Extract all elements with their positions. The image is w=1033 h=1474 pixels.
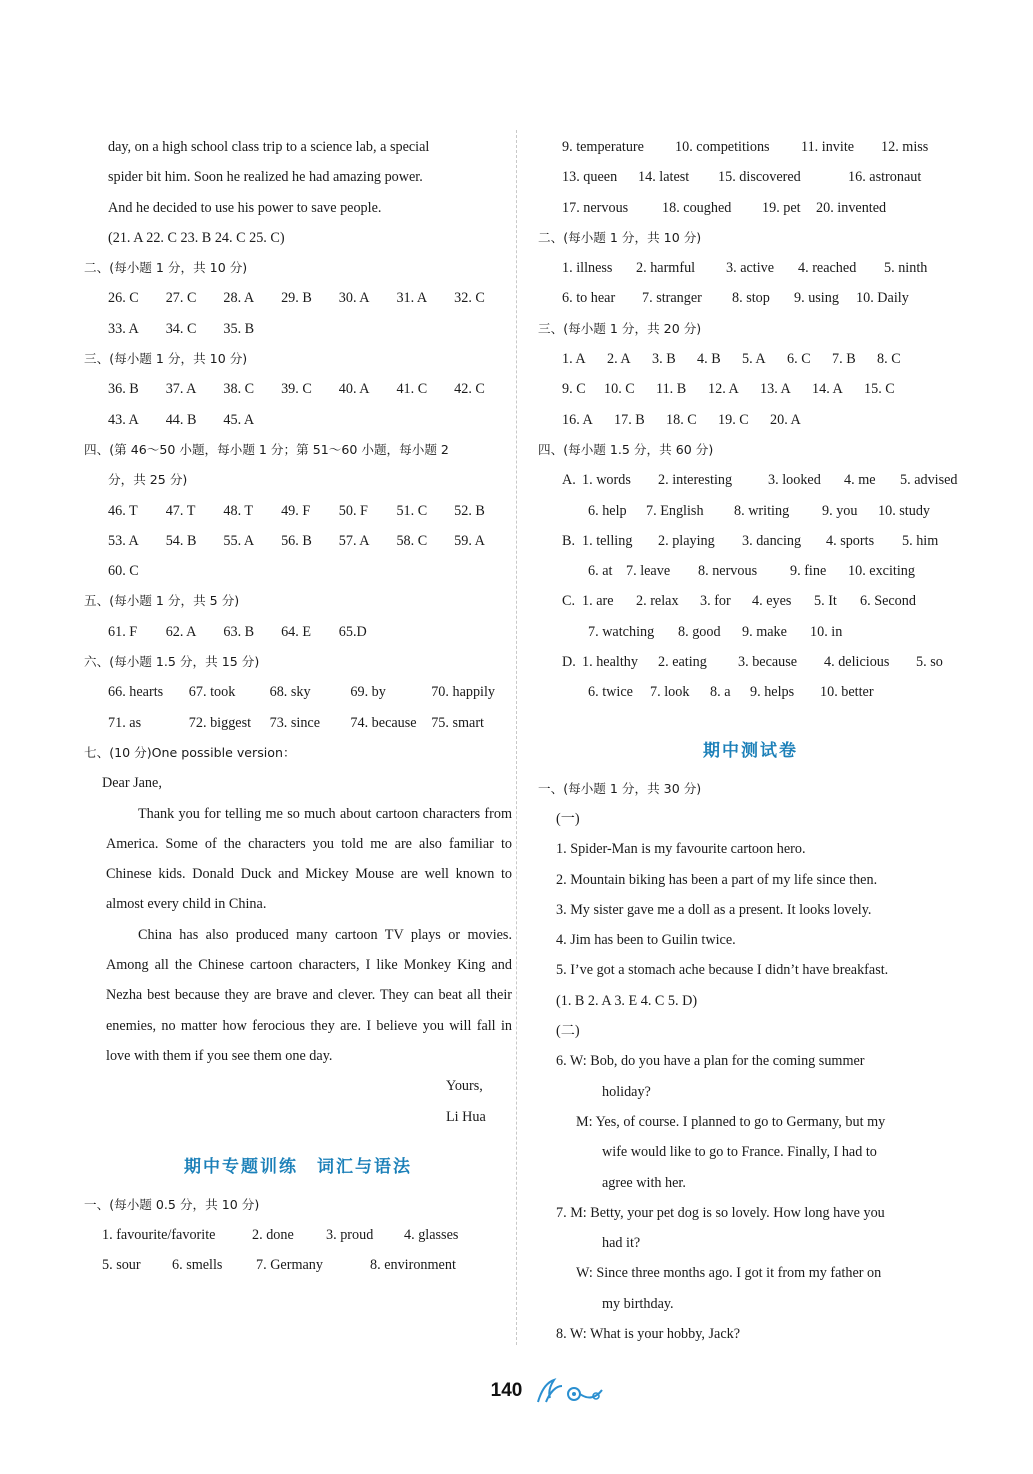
- answer-item: 66. hearts: [108, 684, 164, 701]
- section-heading: 期中测试卷: [703, 740, 798, 761]
- answer-item: 62. A: [165, 623, 197, 640]
- answer-row: [84, 405, 512, 435]
- answer-item: 53. A: [108, 532, 139, 549]
- answer-item: 9. helps: [750, 684, 795, 701]
- answer-item: A.: [562, 472, 576, 489]
- dialog-line: agree with her.: [602, 1174, 686, 1191]
- answer-item: 13. A: [760, 381, 791, 398]
- answer-item: 65.D: [338, 623, 367, 640]
- answer-item: 47. T: [165, 502, 196, 519]
- answer-item: 10. C: [604, 381, 635, 398]
- answer-row: [84, 617, 512, 647]
- answer-item: 15. discovered: [718, 169, 801, 186]
- answer-item: 20. invented: [816, 199, 887, 216]
- answer-item: 1. favourite/favorite: [102, 1227, 216, 1244]
- answer-row: [84, 1220, 512, 1250]
- answer-item: 3. proud: [326, 1227, 374, 1244]
- answer-item: 6. help: [588, 502, 627, 519]
- answer-item: 7. stranger: [642, 290, 702, 307]
- answer-row: [84, 1250, 512, 1280]
- answer-item: 72. biggest: [188, 714, 252, 731]
- letter-paragraph: Thank you for telling me so much about cartoon characters from America. Some of the characters you told me are also familiar to Chinese kids. Donald Duck and Mickey Mouse are well known to almost every child in China.: [106, 805, 512, 913]
- answer-item: 45. A: [223, 411, 255, 428]
- answer-item: 5. It: [814, 593, 837, 610]
- right-column: [538, 132, 963, 1349]
- answer-item: 6. at: [588, 563, 613, 580]
- answer-row: [538, 496, 963, 526]
- answer-row: [538, 162, 963, 192]
- answer-item: 14. latest: [638, 169, 690, 186]
- answer-item: 6. Second: [860, 593, 916, 610]
- answer-item: 35. B: [223, 320, 255, 337]
- answer-sentence: 3. My sister gave me a doll as a present. It looks lovely.: [556, 901, 872, 918]
- section-title: 三、(每小题 1 分，共 10 分): [84, 351, 248, 367]
- answer-row: [84, 283, 512, 313]
- answer-item: 63. B: [223, 623, 255, 640]
- letter-paragraph: China has also produced many cartoon TV plays or movies. Among all the Chinese cartoon characters, I like Monkey King and Nezha best because they are brave and clever. They can beat all their enemies, no matter how ferocious they are. I believe you will fall in love with them if you see them one day.: [106, 926, 512, 1064]
- answer-item: 4. eyes: [752, 593, 792, 610]
- section-title-cont: 分，共 25 分): [108, 472, 188, 488]
- answer-item: 9. make: [742, 623, 787, 640]
- answer-item: 57. A: [338, 532, 370, 549]
- answer-item: 2. playing: [658, 532, 715, 549]
- answer-item: 5. so: [916, 654, 943, 671]
- dialog-line: 8. W: What is your hobby, Jack?: [556, 1325, 741, 1342]
- answer-item: 27. C: [165, 290, 197, 307]
- answer-key: (1. B 2. A 3. E 4. C 5. D): [556, 992, 698, 1009]
- answer-item: 59. A: [454, 532, 485, 549]
- answer-item: 3. active: [726, 260, 775, 277]
- answer-item: 17. B: [614, 411, 645, 428]
- answer-item: 2. harmful: [636, 260, 696, 277]
- answer-item: 31. A: [396, 290, 428, 307]
- answer-item: 5. ninth: [884, 260, 928, 277]
- answer-row: [538, 193, 963, 223]
- section-title: 七、(10 分)One possible version：: [84, 744, 296, 760]
- answer-row: [84, 496, 512, 526]
- answer-item: C.: [562, 593, 576, 610]
- answer-row: [84, 708, 512, 738]
- answer-item: 10. exciting: [848, 563, 915, 580]
- answer-item: 51. C: [396, 502, 428, 519]
- answer-item: 61. F: [108, 623, 138, 640]
- answer-item: 6. to hear: [562, 290, 616, 307]
- answer-item: 43. A: [108, 411, 139, 428]
- answer-item: 8. environment: [370, 1257, 456, 1274]
- answer-item: 55. A: [223, 532, 255, 549]
- story-line: spider bit him. Soon he realized he had amazing power.: [108, 169, 423, 186]
- story-line: And he decided to use his power to save people.: [108, 199, 382, 216]
- answer-row: [538, 405, 963, 435]
- answer-item: 41. C: [396, 381, 428, 398]
- answer-item: 9. you: [822, 502, 858, 519]
- answer-item: 64. E: [281, 623, 312, 640]
- answer-item: 29. B: [281, 290, 312, 307]
- answer-item: 7. watching: [588, 623, 655, 640]
- dialog-line: holiday?: [602, 1083, 651, 1100]
- answer-item: 19. pet: [762, 199, 801, 216]
- answer-row: [538, 677, 963, 707]
- section-title: 二、(每小题 1 分，共 10 分): [84, 260, 248, 276]
- dialog-line: M: Yes, of course. I planned to go to Germany, but my: [576, 1113, 886, 1130]
- answer-item: 9. fine: [790, 563, 827, 580]
- answer-item: 20. A: [770, 411, 801, 428]
- answer-item: 49. F: [281, 502, 311, 519]
- answer-row: [538, 526, 963, 556]
- answer-row: [538, 374, 963, 404]
- answer-item: 30. A: [338, 290, 370, 307]
- answer-item: 4. B: [697, 351, 721, 368]
- story-line: day, on a high school class trip to a science lab, a special: [108, 139, 430, 155]
- answer-item: 4. sports: [826, 532, 875, 549]
- section-title: 四、(第 46～50 小题，每小题 1 分；第 51～60 小题，每小题 2: [84, 441, 449, 457]
- answer-item: 5. him: [902, 532, 939, 549]
- left-column: [84, 132, 512, 1281]
- answer-row: [538, 617, 963, 647]
- swirl-ornament-icon: [532, 1376, 608, 1406]
- dialog-line: had it?: [602, 1235, 641, 1252]
- answer-item: 10. study: [878, 502, 931, 519]
- answer-sentence: 4. Jim has been to Guilin twice.: [556, 932, 736, 949]
- answer-item: 69. by: [350, 684, 386, 701]
- answer-item: 56. B: [281, 532, 312, 549]
- answer-row: [538, 132, 963, 162]
- answer-item: 70. happily: [431, 684, 496, 701]
- answer-item: 9. C: [562, 381, 586, 398]
- answer-item: 19. C: [718, 411, 749, 428]
- answer-item: 11. invite: [801, 139, 855, 155]
- answer-item: 16. A: [562, 411, 593, 428]
- answer-item: 26. C: [108, 290, 139, 307]
- sub-section: (一): [556, 810, 580, 827]
- answer-item: 42. C: [454, 381, 485, 398]
- answer-item: 8. a: [710, 684, 731, 701]
- section-title: 三、(每小题 1 分，共 20 分): [538, 320, 702, 336]
- answer-item: 9. temperature: [562, 139, 644, 155]
- dialog-line: my birthday.: [602, 1295, 674, 1312]
- answer-item: 2. A: [607, 351, 631, 368]
- answer-item: 8. C: [877, 351, 901, 368]
- answer-item: 1. are: [582, 593, 614, 610]
- answer-row: [84, 556, 512, 586]
- answer-item: 52. B: [454, 502, 485, 519]
- dialog-line: 6. W: Bob, do you have a plan for the coming summer: [556, 1053, 865, 1070]
- answer-item: 1. telling: [582, 532, 633, 549]
- answer-row: [538, 586, 963, 616]
- letter-signature: Li Hua: [446, 1108, 486, 1125]
- answer-item: 14. A: [812, 381, 843, 398]
- page-number: 140: [490, 1380, 523, 1401]
- answer-row: [84, 526, 512, 556]
- answer-item: 3. for: [700, 593, 731, 610]
- answer-item: 7. B: [832, 351, 856, 368]
- letter-closing: Yours,: [446, 1078, 483, 1095]
- answer-item: 73. since: [269, 714, 321, 731]
- answer-row: [84, 374, 512, 404]
- answer-item: 74. because: [350, 714, 417, 731]
- answer-row: [84, 677, 512, 707]
- answer-item: 6. twice: [588, 684, 633, 701]
- answer-item: 7. Germany: [256, 1257, 323, 1274]
- answer-item: 28. A: [223, 290, 255, 307]
- answer-item: 11. B: [656, 381, 687, 398]
- answer-item: 1. words: [582, 472, 631, 489]
- answer-item: 54. B: [165, 532, 197, 549]
- answer-item: 16. astronaut: [848, 169, 922, 186]
- answer-item: 39. C: [281, 381, 312, 398]
- answer-item: 17. nervous: [562, 199, 629, 216]
- answer-item: 4. reached: [798, 260, 857, 277]
- answer-item: 46. T: [108, 502, 138, 519]
- section-title: 一、(每小题 0.5 分，共 10 分): [84, 1196, 260, 1212]
- answer-item: 1. healthy: [582, 654, 638, 671]
- answer-item: 8. writing: [734, 502, 790, 519]
- answer-item: 5. sour: [102, 1257, 141, 1274]
- answer-item: 4. delicious: [824, 654, 890, 671]
- dialog-line: 7. M: Betty, your pet dog is so lovely. How long have you: [556, 1204, 885, 1221]
- answer-row: [538, 465, 963, 495]
- answer-item: 75. smart: [431, 714, 484, 731]
- section-title: 六、(每小题 1.5 分，共 15 分): [84, 654, 260, 670]
- answer-item: 34. C: [165, 320, 197, 337]
- answer-item: 2. done: [252, 1227, 294, 1244]
- answer-item: 2. eating: [658, 654, 707, 671]
- answer-item: 5. A: [742, 351, 766, 368]
- answer-item: 13. queen: [562, 169, 618, 186]
- answer-item: 2. interesting: [658, 472, 733, 489]
- section-title: 一、(每小题 1 分，共 30 分): [538, 780, 702, 796]
- answer-item: B.: [562, 532, 576, 549]
- answer-item: 1. illness: [562, 260, 613, 277]
- answer-row: [538, 283, 963, 313]
- sub-section: (二): [556, 1023, 580, 1040]
- answer-item: 50. F: [338, 502, 368, 519]
- column-divider: [516, 130, 517, 1345]
- answer-item: 2. relax: [636, 593, 679, 610]
- answer-item: 68. sky: [269, 684, 311, 701]
- section-title: 四、(每小题 1.5 分，共 60 分): [538, 441, 714, 457]
- answer-item: 4. glasses: [404, 1227, 459, 1244]
- dialog-line: W: Since three months ago. I got it from my father on: [576, 1265, 882, 1282]
- answer-item: 1. A: [562, 351, 586, 368]
- answer-item: 10. in: [810, 623, 843, 640]
- answer-item: 5. advised: [900, 472, 958, 489]
- answer-item: 44. B: [165, 411, 197, 428]
- section-title: 五、(每小题 1 分，共 5 分): [84, 593, 240, 609]
- answer-item: 18. coughed: [662, 199, 732, 216]
- answer-item: 58. C: [396, 532, 428, 549]
- answer-item: 38. C: [223, 381, 255, 398]
- answer-item: 33. A: [108, 320, 139, 337]
- answer-item: 48. T: [223, 502, 254, 519]
- section-title: 二、(每小题 1 分，共 10 分): [538, 229, 702, 245]
- answer-item: 12. A: [708, 381, 739, 398]
- section-heading: 期中专题训练 词汇与语法: [184, 1156, 412, 1177]
- answer-item: 32. C: [454, 290, 485, 307]
- answer-item: 10. better: [820, 684, 874, 701]
- answer-item: 7. English: [646, 502, 704, 519]
- answer-item: 36. B: [108, 381, 139, 398]
- answer-row: [538, 556, 963, 586]
- answer-item: 6. smells: [172, 1257, 223, 1274]
- answer-item: 12. miss: [881, 139, 929, 155]
- answer-item: 6. C: [787, 351, 811, 368]
- answer-row: [538, 253, 963, 283]
- answer-item: 8. nervous: [698, 563, 758, 580]
- answer-sentence: 1. Spider-Man is my favourite cartoon hero.: [556, 841, 806, 858]
- answer-item: 40. A: [338, 381, 370, 398]
- answer-item: 67. took: [188, 684, 236, 701]
- answer-item: 10. Daily: [856, 290, 909, 307]
- answer-item: 3. because: [738, 654, 798, 671]
- answer-item: 18. C: [666, 411, 697, 428]
- answer-item: 8. good: [678, 623, 721, 640]
- answer-item: 3. B: [652, 351, 676, 368]
- answer-item: 10. competitions: [675, 139, 770, 155]
- answer-item: 37. A: [165, 381, 197, 398]
- answer-item: 3. looked: [768, 472, 821, 489]
- answer-item: 4. me: [844, 472, 876, 489]
- answer-sentence: 2. Mountain biking has been a part of my life since then.: [556, 871, 878, 888]
- answer-row: [538, 344, 963, 374]
- story-answers: (21. A 22. C 23. B 24. C 25. C): [108, 229, 285, 246]
- answer-item: 7. leave: [626, 563, 671, 580]
- dialog-line: wife would like to go to France. Finally, I had to: [602, 1144, 877, 1161]
- answer-item: 71. as: [108, 714, 142, 731]
- answer-item: 8. stop: [732, 290, 770, 307]
- answer-item: 7. look: [650, 684, 690, 701]
- answer-item: 3. dancing: [742, 532, 802, 549]
- answer-row: [538, 647, 963, 677]
- letter-greeting: Dear Jane,: [102, 775, 162, 792]
- answer-item: 15. C: [864, 381, 895, 398]
- answer-sentence: 5. I’ve got a stomach ache because I didn’t have breakfast.: [556, 962, 889, 979]
- answer-row: [84, 314, 512, 344]
- answer-item: 60. C: [108, 563, 139, 580]
- answer-item: 9. using: [794, 290, 839, 307]
- answer-item: D.: [562, 654, 576, 671]
